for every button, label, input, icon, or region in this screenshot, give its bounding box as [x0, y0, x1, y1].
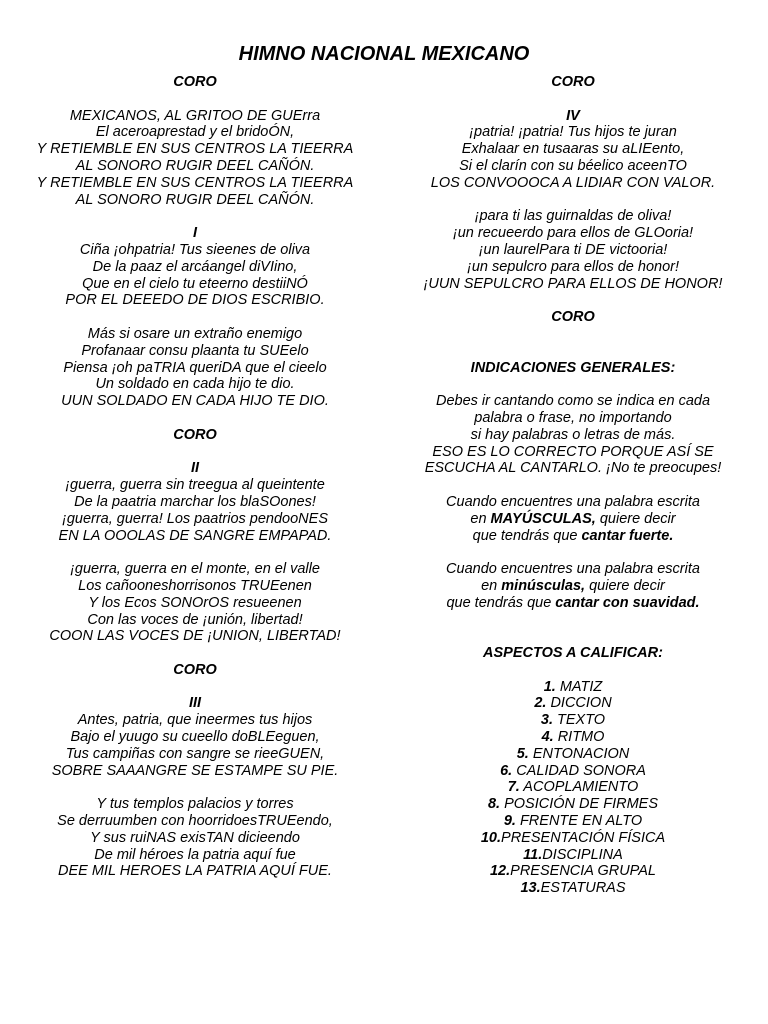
- verse-line: EN LA OOOLAS DE SANGRE EMPAPAD.: [58, 527, 332, 544]
- verse-line: ¡guerra, guerra sin treegua al queintente: [65, 477, 325, 494]
- instruction-line: ESO ES LO CORRECTO PORQUE ASÍ SE: [432, 443, 714, 460]
- verse-line: COON LAS VOCES DE ¡UNION, LIBERTAD!: [49, 628, 341, 645]
- verse-line: UUN SOLDADO EN CADA HIJO TE DIO.: [61, 393, 329, 410]
- section-heading-indicaciones: INDICACIONES GENERALES:: [470, 359, 676, 376]
- verse-line: Y sus ruiNAS exisTAN dicieendo: [90, 829, 300, 846]
- list-item: 2. DICCION: [534, 695, 612, 712]
- verse-line: Se derruumben con hoorridoesTRUEendo,: [57, 813, 333, 830]
- section-heading-coro: CORO: [551, 309, 595, 326]
- instruction-line: si hay palabras o letras de más.: [470, 426, 676, 443]
- verse-line: Con las voces de ¡unión, libertad!: [87, 611, 303, 628]
- verse-line: Los cañooneshorrisonos TRUEenen: [78, 577, 312, 594]
- instruction-line: Cuando encuentres una palabra escrita: [446, 561, 700, 578]
- section-heading-coro: CORO: [551, 74, 595, 90]
- document-title: HIMNO NACIONAL MEXICANO: [238, 43, 530, 65]
- verse-line: El aceroaprestad y el bridoÓN,: [95, 124, 295, 141]
- list-item: 8. POSICIÓN DE FIRMES: [487, 796, 658, 813]
- verse-line: Bajo el yuugo su cueello doBLEeguen,: [70, 729, 320, 746]
- section-heading-iv: IV: [566, 107, 580, 124]
- section-heading-coro: CORO: [173, 426, 217, 443]
- instruction-line: en minúsculas, quiere decir: [481, 577, 665, 594]
- verse-line: ¡un sepulcro para ellos de honor!: [467, 258, 679, 275]
- instruction-line: que tendrás que cantar fuerte.: [472, 527, 674, 544]
- verse-line: Si el clarín con su béelico aceenTO: [459, 157, 687, 174]
- instruction-line: Cuando encuentres una palabra escrita: [446, 493, 700, 510]
- verse-line: ¡un recueerdo para ellos de GLOoria!: [452, 225, 694, 242]
- verse-line: POR EL DEEEDO DE DIOS ESCRIBIO.: [65, 292, 325, 309]
- section-heading-aspectos: ASPECTOS A CALIFICAR:: [483, 645, 663, 662]
- verse-line: De mil héroes la patria aquí fue: [94, 846, 296, 863]
- emphasis-mayusculas: MAYÚSCULAS,: [490, 510, 596, 527]
- left-column: [14, 74, 376, 880]
- verse-line: DEE MIL HEROES LA PATRIA AQUÍ FUE.: [58, 863, 332, 880]
- verse-line: MEXICANOS, AL GRITOO DE GUErra: [69, 107, 321, 124]
- emphasis-cantar-fuerte: cantar fuerte.: [581, 527, 674, 544]
- list-item: 9. FRENTE EN ALTO: [503, 813, 643, 830]
- list-item: 12.PRESENCIA GRUPAL: [489, 863, 656, 880]
- list-item: 11.DISCIPLINA: [523, 846, 623, 863]
- instruction-line: palabra o frase, no importando: [474, 409, 672, 426]
- verse-line: Y los Ecos SONOrOS resueenen: [88, 594, 302, 611]
- verse-line: De la paaz el arcáangel diVIino,: [92, 258, 298, 275]
- section-heading-coro: CORO: [173, 74, 217, 90]
- instruction-line: ESCUCHA AL CANTARLO. ¡No te preocupes!: [424, 460, 722, 477]
- verse-line: Antes, patria, que ineermes tus hijos: [77, 712, 313, 729]
- verse-line: Profanaar consu plaanta tu SUEelo: [81, 342, 309, 359]
- instruction-line: Debes ir cantando como se indica en cada: [435, 393, 711, 410]
- verse-line: ¡para ti las guirnaldas de oliva!: [474, 208, 672, 225]
- instruction-line: que tendrás que cantar con suavidad.: [446, 594, 700, 611]
- emphasis-cantar-suavidad: cantar con suavidad.: [555, 594, 700, 611]
- section-heading-coro: CORO: [173, 661, 217, 678]
- list-item: 5. ENTONACION: [516, 745, 630, 762]
- verse-line: Y tus templos palacios y torres: [96, 796, 294, 813]
- list-item: 13.ESTATURAS: [520, 880, 626, 897]
- right-column: [392, 74, 754, 897]
- verse-line: ¡patria! ¡patria! Tus hijos te juran: [469, 124, 677, 141]
- verse-line: Exhalaar en tusaaras su aLIEento,: [461, 141, 685, 158]
- list-item: 6. CALIDAD SONORA: [500, 762, 646, 779]
- list-item: 10.PRESENTACIÓN FÍSICA: [480, 829, 666, 846]
- list-item: 7. ACOPLAMIENTO: [507, 779, 639, 796]
- verse-line: AL SONORO RUGIR DEEL CAÑÓN.: [75, 191, 315, 208]
- verse-line: SOBRE SAAANGRE SE ESTAMPE SU PIE.: [51, 762, 339, 779]
- verse-line: Ciña ¡ohpatria! Tus sieenes de oliva: [79, 241, 311, 258]
- verse-line: De la paatria marchar los blaSOones!: [74, 493, 316, 510]
- verse-line: Y RETIEMBLE EN SUS CENTROS LA TIEERRA: [36, 141, 354, 158]
- section-heading-ii: II: [190, 460, 200, 477]
- verse-line: Más si osare un extraño enemigo: [87, 325, 303, 342]
- section-heading-iii: III: [188, 695, 202, 712]
- emphasis-minusculas: minúsculas,: [501, 577, 586, 594]
- verse-line: Tus campiñas con sangre se rieeGUEN,: [65, 745, 325, 762]
- verse-line: AL SONORO RUGIR DEEL CAÑÓN.: [75, 157, 315, 174]
- verse-line: ¡UUN SEPULCRO PARA ELLOS DE HONOR!: [423, 275, 723, 292]
- list-item: 1. MATIZ: [543, 678, 603, 695]
- verse-line: ¡un laurelPara ti DE victooria!: [478, 241, 668, 258]
- list-item: 4. RITMO: [541, 729, 605, 746]
- verse-line: ¡guerra, guerra en el monte, en el valle: [70, 561, 320, 578]
- verse-line: Piensa ¡oh paTRIA queriDA que el cieelo: [63, 359, 327, 376]
- verse-line: Y RETIEMBLE EN SUS CENTROS LA TIEERRA: [36, 174, 354, 191]
- verse-line: LOS CONVOOOCA A LIDIAR CON VALOR.: [430, 174, 716, 191]
- verse-line: Un soldado en cada hijo te dio.: [95, 376, 295, 393]
- verse-line: ¡guerra, guerra! Los paatrios pendooNES: [62, 510, 328, 527]
- list-item: 3. TEXTO: [540, 712, 606, 729]
- instruction-line: en MAYÚSCULAS, quiere decir: [470, 510, 676, 527]
- verse-line: Que en el cielo tu eteerno destiiNÓ: [82, 275, 308, 292]
- section-heading-i: I: [192, 225, 198, 242]
